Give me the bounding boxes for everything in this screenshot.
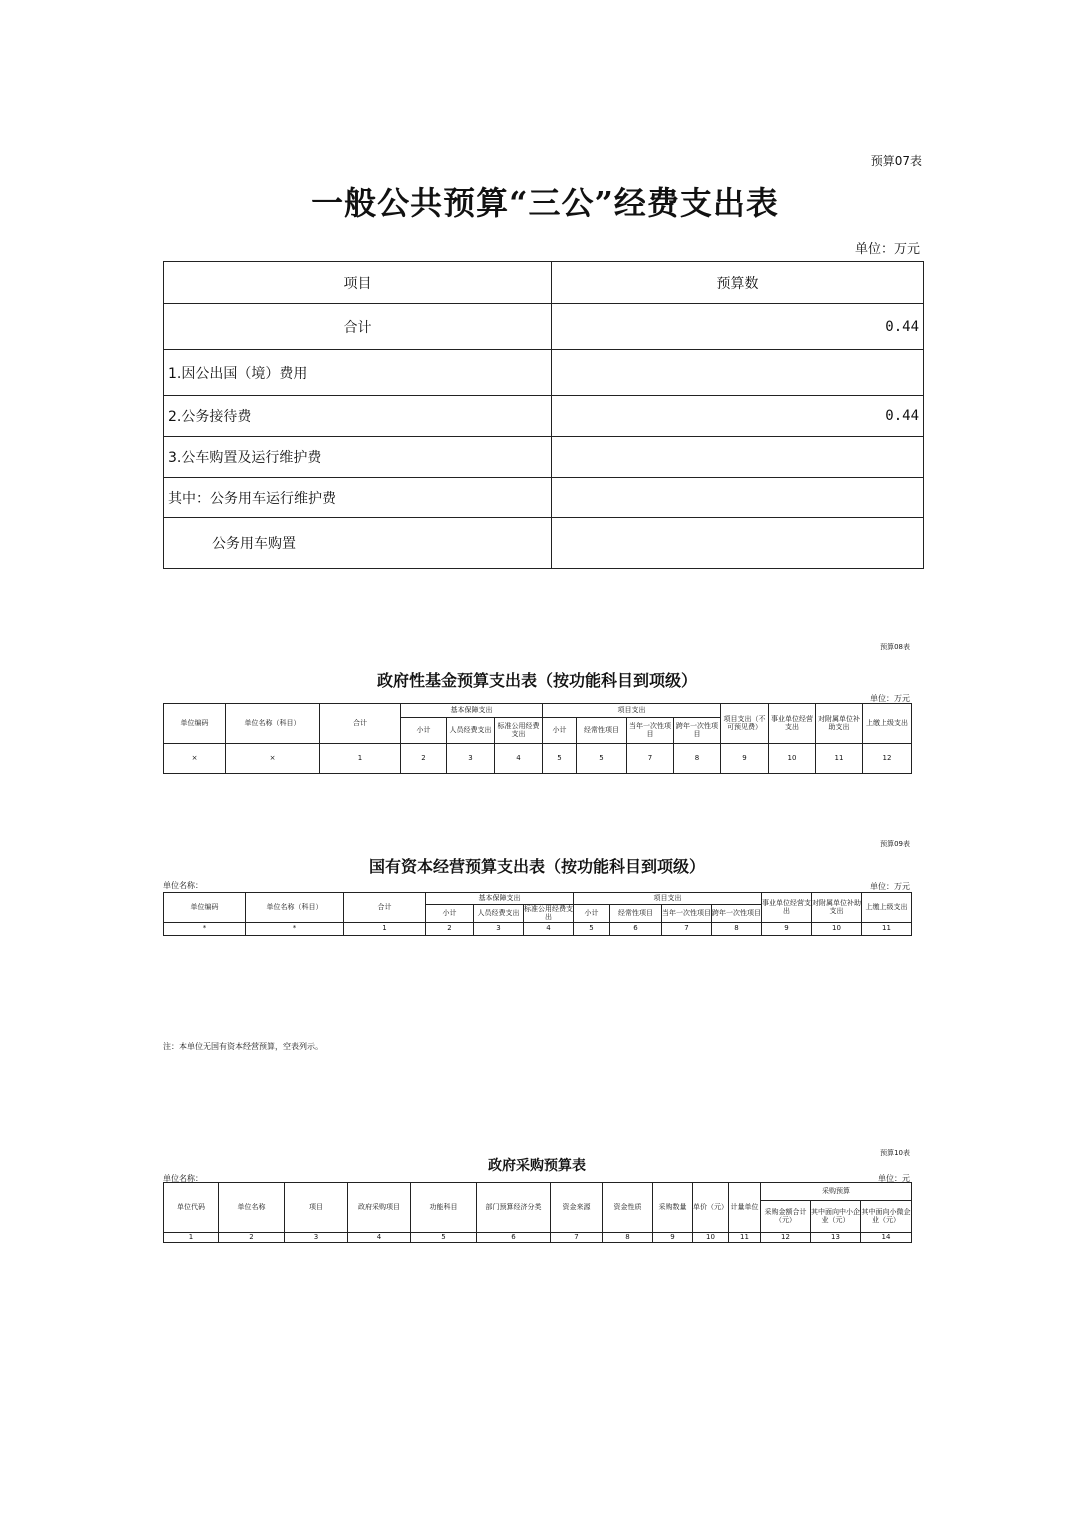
header-micro: 其中面向小微企业（元） [861, 1201, 912, 1233]
table-row [164, 304, 924, 350]
header-project-group: 项目支出 [543, 704, 721, 718]
header-subtotal: 小计 [426, 905, 474, 923]
row-value: 0.44 [552, 396, 924, 437]
index-cell: 2 [401, 744, 447, 774]
index-cell: 4 [348, 1233, 411, 1243]
row-label: 公务用车购置 [164, 518, 552, 569]
table2-title: 政府性基金预算支出表（按功能科目到项级） [376, 671, 697, 690]
state-capital-table [163, 892, 912, 936]
row-value [552, 478, 924, 518]
header-item: 项目 [164, 262, 552, 304]
index-cell: 7 [662, 923, 712, 936]
index-cell: 10 [693, 1233, 729, 1243]
index-cell: 8 [674, 744, 721, 774]
header-econ-class: 部门预算经济分类 [477, 1183, 551, 1233]
header-fund-nature: 资金性质 [603, 1183, 653, 1233]
header-personnel: 人员经费支出 [474, 905, 524, 923]
index-cell: 11 [816, 744, 863, 774]
table3-code: 预算09表 [880, 840, 910, 848]
index-cell: 7 [551, 1233, 603, 1243]
header-project-group: 项目支出 [574, 893, 762, 905]
government-fund-table [163, 703, 912, 774]
index-cell: × [226, 744, 320, 774]
table4-unit: 单位：元 [878, 1174, 910, 1183]
header-one-time-multi: 跨年一次性项目 [712, 905, 762, 923]
table1-unit: 单位：万元 [854, 242, 920, 257]
index-cell: 9 [721, 744, 769, 774]
index-row [164, 1233, 912, 1243]
header-unit-code: 单位代码 [164, 1183, 219, 1233]
index-cell: 4 [524, 923, 574, 936]
header-budget: 预算数 [552, 262, 924, 304]
row-value [552, 350, 924, 396]
header-unit-code: 单位编码 [164, 704, 226, 744]
header-subtotal2: 小计 [543, 718, 577, 744]
table-row [164, 350, 924, 396]
header-project-fund: 项目支出（不可预见费） [721, 704, 769, 744]
header-one-time-multi: 跨年一次性项目 [674, 718, 721, 744]
index-cell: * [164, 923, 246, 936]
header-budget-total: 采购金额合计（元） [761, 1201, 811, 1233]
index-cell: 5 [577, 744, 627, 774]
index-cell: 12 [761, 1233, 811, 1243]
index-cell: 8 [603, 1233, 653, 1243]
index-cell: 5 [574, 923, 610, 936]
header-total: 合计 [344, 893, 426, 923]
index-cell: 3 [474, 923, 524, 936]
index-cell: 13 [811, 1233, 861, 1243]
index-cell: 8 [712, 923, 762, 936]
index-cell: 2 [426, 923, 474, 936]
header-unit-name: 单位名称 [219, 1183, 285, 1233]
index-cell: 5 [543, 744, 577, 774]
index-cell: 10 [769, 744, 816, 774]
row-value [552, 437, 924, 478]
index-cell: 1 [344, 923, 426, 936]
header-budget-group: 采购预算 [761, 1183, 912, 1201]
index-cell: 11 [729, 1233, 761, 1243]
header-quantity: 采购数量 [653, 1183, 693, 1233]
header-func-subject: 功能科目 [411, 1183, 477, 1233]
header-upper: 上缴上级支出 [862, 893, 912, 923]
index-cell: 1 [164, 1233, 219, 1243]
row-label: 其中：公务用车运行维护费 [164, 478, 552, 518]
index-cell: × [164, 744, 226, 774]
index-cell: 6 [477, 1233, 551, 1243]
header-subsidies: 对附属单位补助支出 [816, 704, 863, 744]
table3-unit: 单位：万元 [870, 882, 910, 891]
header-price: 单价（元） [693, 1183, 729, 1233]
header-fund-source: 资金来源 [551, 1183, 603, 1233]
table1-title: 一般公共预算“三公”经费支出表 [311, 184, 779, 222]
row-value: 0.44 [552, 304, 924, 350]
index-cell: 3 [447, 744, 495, 774]
header-subsidies: 对附属单位补助支出 [812, 893, 862, 923]
index-cell: 3 [285, 1233, 348, 1243]
index-cell: 6 [610, 923, 662, 936]
index-cell: 7 [627, 744, 674, 774]
header-unit-name: 单位名称（科目） [246, 893, 344, 923]
table4-title: 政府采购预算表 [488, 1158, 586, 1174]
header-basic-group: 基本保障支出 [401, 704, 543, 718]
header-recurring: 经常性项目 [577, 718, 627, 744]
index-row [164, 744, 912, 774]
table4-unit-name-label: 单位名称： [163, 1174, 203, 1183]
table3-unit-name-label: 单位名称： [163, 881, 203, 890]
header-unit-name: 单位名称（科目） [226, 704, 320, 744]
index-cell: 14 [861, 1233, 912, 1243]
header-recurring: 经常性项目 [610, 905, 662, 923]
table-row [164, 396, 924, 437]
header-upper: 上缴上级支出 [863, 704, 912, 744]
header-business-ops: 事业单位经营支出 [762, 893, 812, 923]
table4-code: 预算10表 [880, 1149, 910, 1157]
table-header-row [164, 262, 924, 304]
index-cell: 1 [320, 744, 401, 774]
index-cell: 11 [862, 923, 912, 936]
table-row [164, 478, 924, 518]
table1-code: 预算07表 [870, 154, 922, 168]
index-cell: 2 [219, 1233, 285, 1243]
table3-title: 国有资本经营预算支出表（按功能科目到项级） [368, 857, 705, 876]
header-subtotal: 小计 [401, 718, 447, 744]
three-public-expense-table [163, 261, 924, 569]
row-label: 3.公车购置及运行维护费 [164, 437, 552, 478]
table3-note: 注：本单位无国有资本经营预算，空表列示。 [163, 1042, 323, 1051]
header-total: 合计 [320, 704, 401, 744]
index-cell: 5 [411, 1233, 477, 1243]
government-procurement-table [163, 1182, 912, 1243]
header-project: 项目 [285, 1183, 348, 1233]
header-basic-group: 基本保障支出 [426, 893, 574, 905]
header-one-time-current: 当年一次性项目 [627, 718, 674, 744]
index-cell: 4 [495, 744, 543, 774]
index-cell: 12 [863, 744, 912, 774]
table2-unit: 单位：万元 [870, 694, 910, 703]
header-sme: 其中面向中小企业（元） [811, 1201, 861, 1233]
index-row [164, 923, 912, 936]
table-row [164, 518, 924, 569]
index-cell: 9 [762, 923, 812, 936]
row-label: 1.因公出国（境）费用 [164, 350, 552, 396]
header-procurement-item: 政府采购项目 [348, 1183, 411, 1233]
row-value [552, 518, 924, 569]
header-unit-code: 单位编码 [164, 893, 246, 923]
header-business-ops: 事业单位经营支出 [769, 704, 816, 744]
header-unit-measure: 计量单位 [729, 1183, 761, 1233]
header-personnel: 人员经费支出 [447, 718, 495, 744]
table2-code: 预算08表 [880, 643, 910, 651]
row-label: 合计 [164, 304, 552, 350]
header-subtotal2: 小计 [574, 905, 610, 923]
header-public: 标准公用经费支出 [495, 718, 543, 744]
table-row [164, 437, 924, 478]
index-cell: 9 [653, 1233, 693, 1243]
header-public: 标准公用经费支出 [524, 904, 573, 921]
index-cell: * [246, 923, 344, 936]
index-cell: 10 [812, 923, 862, 936]
header-one-time-current: 当年一次性项目 [662, 905, 712, 923]
row-label: 2.公务接待费 [164, 396, 552, 437]
